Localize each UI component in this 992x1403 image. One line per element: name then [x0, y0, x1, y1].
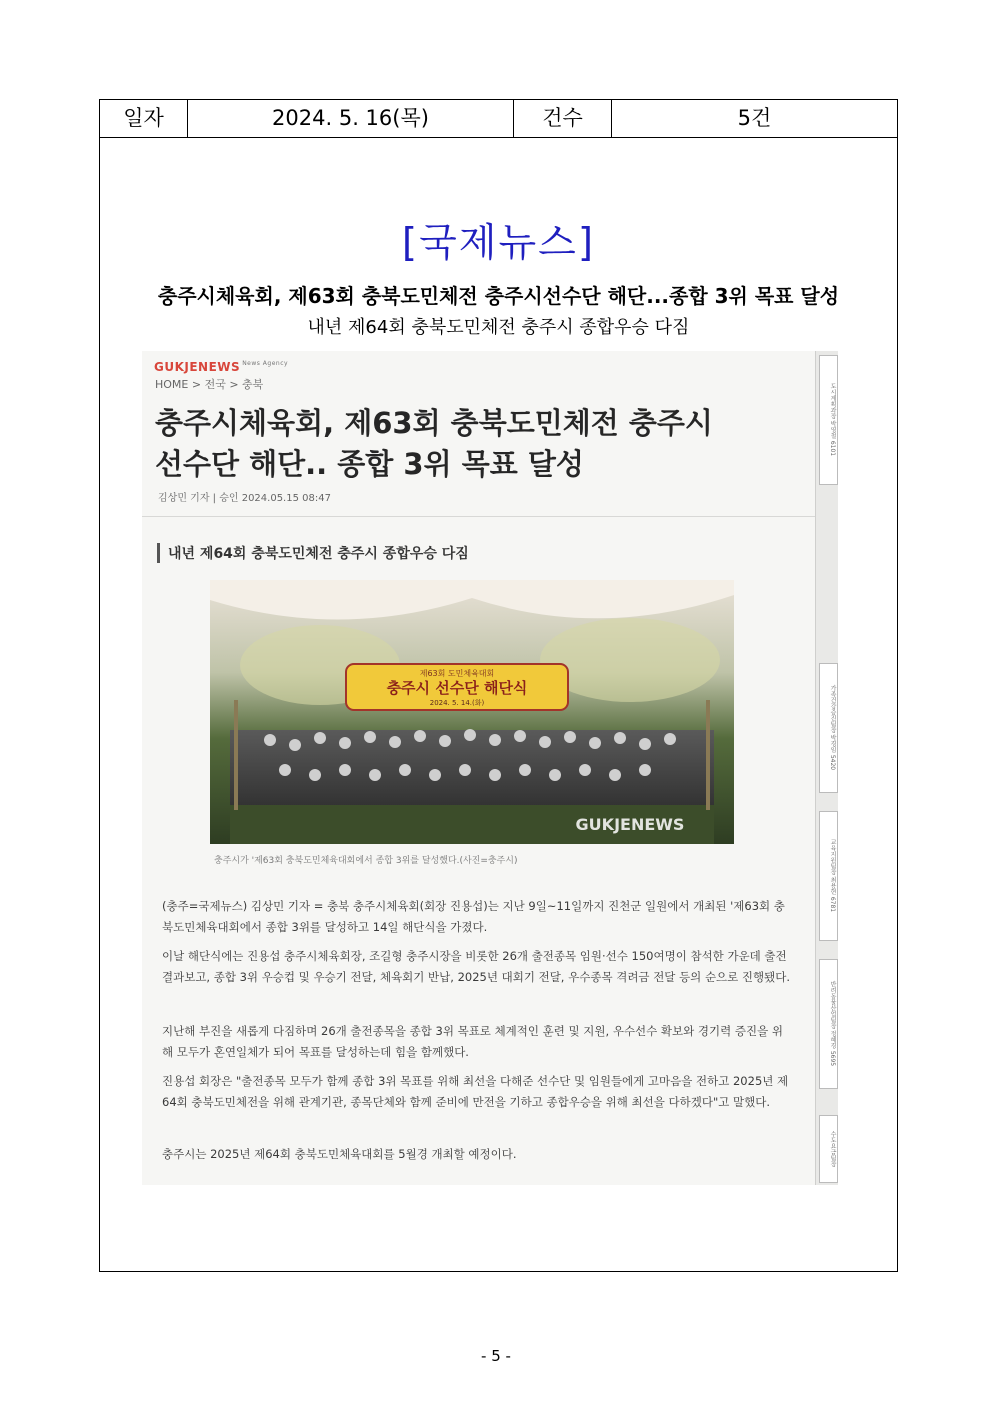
- side-tag: 가족건강증진팀장 박경임 5420: [819, 663, 838, 793]
- article-paragraph: 지난해 부진을 새롭게 다짐하며 26개 출전종목을 종합 3위 목표로 체계적인 훈련 및 지원, 우수선수 확보와 경기력 증진을 위해 모두가 혼연일체가 되어 목표를 달성하는데 힘을 함께했다.: [162, 1024, 783, 1059]
- side-tab-strip: [815, 351, 838, 1185]
- breadcrumb: HOME > 전국 > 충북: [155, 378, 264, 391]
- header-table: [100, 100, 897, 138]
- flag-pole-left: [234, 700, 238, 810]
- byline: 김상민 기자 | 승인 2024.05.15 08:47: [158, 493, 331, 504]
- logo-agency: News Agency: [242, 360, 289, 367]
- article-paragraph: 이날 해단식에는 진용섭 충주시체육회장, 조길형 충주시장을 비롯한 26개 출전종목 임원·선수 150여명이 참석한 가운데 출전결과보고, 종합 3위 우승컵 및 우승기 전달, 체육회기 반납, 2025년 대회기 전달, 우수종목 격려금 전달 등의 순으로 진행됐다.: [162, 949, 791, 984]
- article-paragraph: (충주=국제뉴스) 김상민 기자 = 충북 충주시체육회(회장 진용섭)는 지난 9일~11일까지 진천군 일원에서 개최된 '제63회 충북도민체육대회에서 종합 3위를 달성하고 14일 해단식을 가졌다.: [162, 899, 785, 934]
- banner-main-text: 충주시 선수단 해단식: [386, 679, 528, 697]
- divider: [142, 516, 815, 517]
- team-photo: [210, 580, 734, 844]
- banner-top-text: 제63회 도민체육대회: [419, 669, 495, 678]
- page-number: - 5 -: [481, 1347, 511, 1365]
- clipping-title-line1: 충주시체육회, 제63회 충북도민체전 충주시: [155, 406, 713, 440]
- news-source: [국제뉴스]: [401, 221, 596, 266]
- date-label: 일자: [100, 100, 188, 137]
- clipping-subtitle: 내년 제64회 충북도민체전 충주시 종합우승 다짐: [157, 543, 469, 563]
- article-paragraph: 진용섭 회장은 "출전종목 모두가 함께 종합 3위 목표를 위해 최선을 다해준 선수단 및 임원들에게 고마음을 전하고 2025년 제64회 충북도민체전을 위해 관계기관, 종목단체와 함께 준비에 만전을 기하고 종합우승을 위해 최선을 다하겠다"고 말했다.: [162, 1074, 789, 1109]
- photo-watermark: GUKJENEWS: [575, 815, 685, 834]
- news-clipping-image: [142, 351, 838, 1185]
- count-value: 5건: [737, 106, 772, 130]
- count-label: 건수: [514, 100, 612, 137]
- gukjenews-logo: [154, 360, 288, 374]
- photo-caption: 충주시가 '제63회 충북도민체육대회에서 종합 3위를 달성했다.(사진=충주시): [214, 856, 518, 866]
- side-tag: 수도요금팀장: [819, 1115, 838, 1183]
- side-tag: 도시계획과장 박영철 6101: [819, 355, 838, 485]
- flag-pole-right: [706, 700, 710, 810]
- side-tag: 반려동물산업팀장 정혜경 5695: [819, 959, 838, 1089]
- article-subheadline: 내년 제64회 충북도민체전 충주시 종합우승 다짐: [307, 317, 690, 338]
- side-tag: 교육지원팀장 최용현 6781: [819, 811, 838, 941]
- date-value: 2024. 5. 16(목): [188, 100, 514, 137]
- clipping-title: [155, 403, 795, 485]
- clipping-paper: [142, 351, 815, 1185]
- article-headline: 충주시체육회, 제63회 충북도민체전 충주시선수단 해단...종합 3위 목표 달성: [157, 284, 840, 308]
- team-photo-svg: [210, 580, 734, 844]
- clipping-title-line2: 선수단 해단.. 종합 3위 목표 달성: [155, 447, 584, 481]
- article-paragraph: 충주시는 2025년 제64회 충북도민체육대회를 5월경 개최할 예정이다.: [162, 1147, 517, 1161]
- banner-date-text: 2024. 5. 14.(화): [429, 699, 485, 707]
- logo-text: GUKJENEWS: [154, 360, 241, 374]
